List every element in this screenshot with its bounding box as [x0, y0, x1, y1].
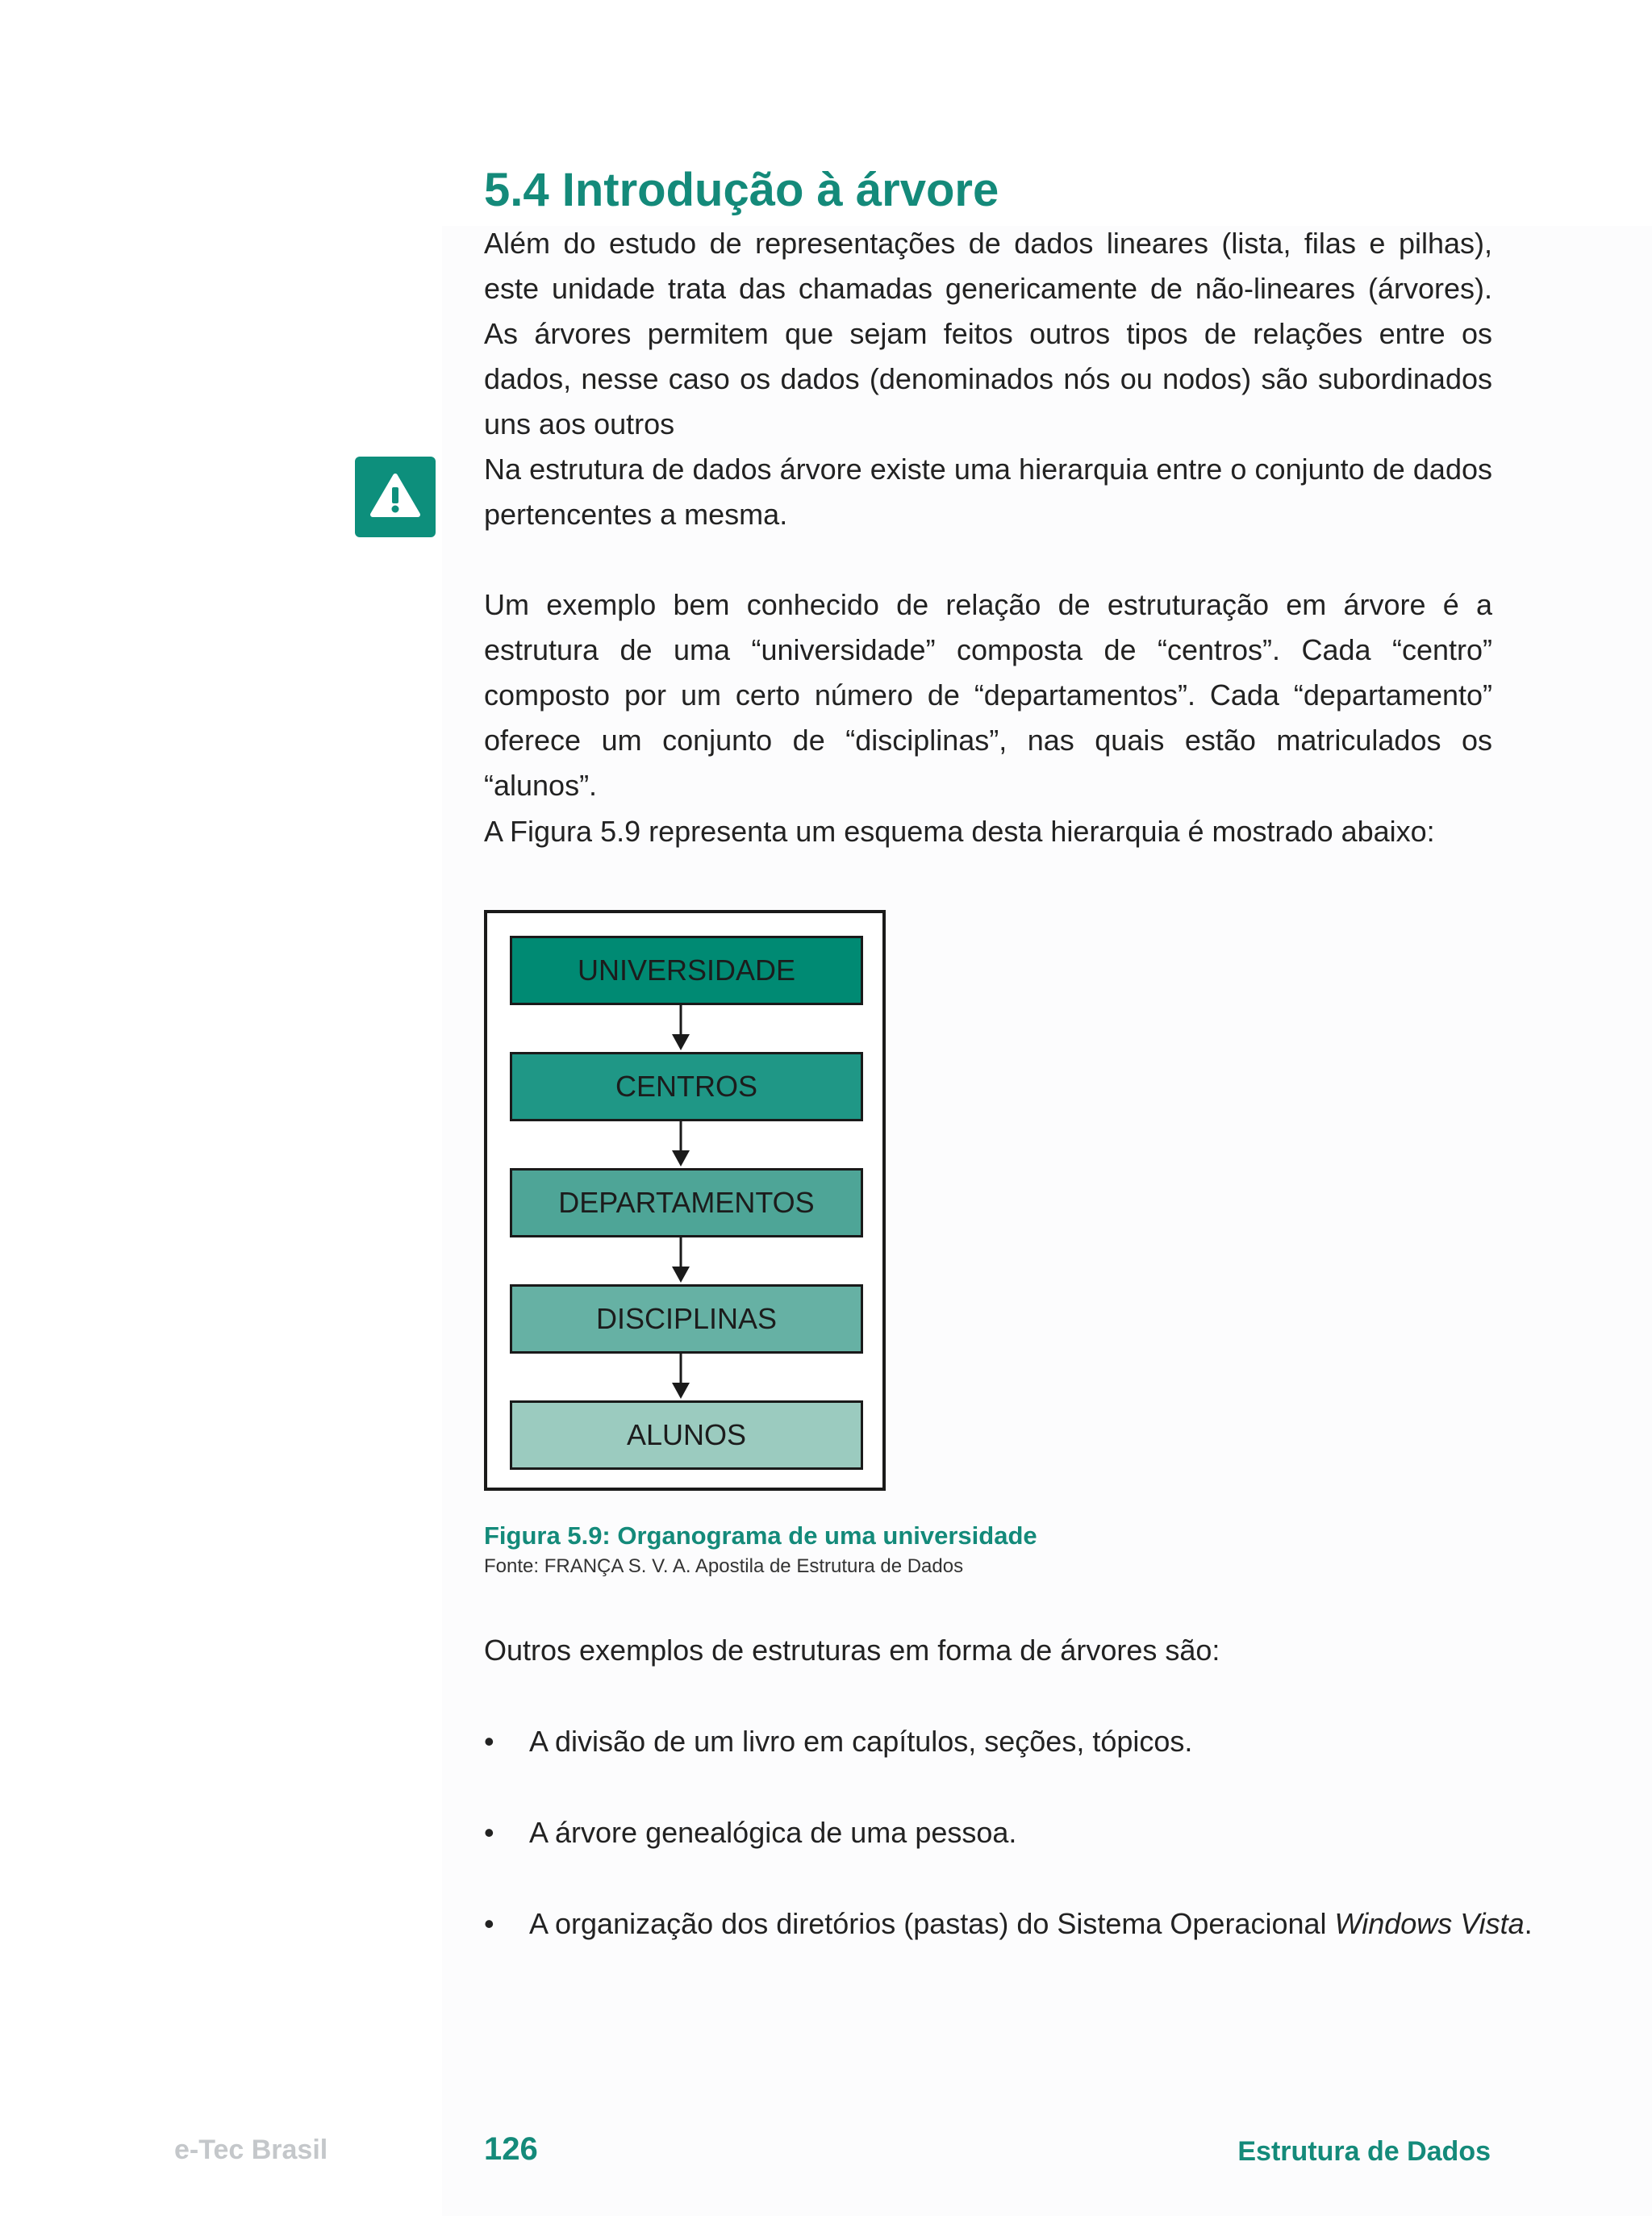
- bullet-icon: •: [484, 1816, 494, 1849]
- figure-caption: Figura 5.9: Organograma de uma universidade: [484, 1521, 1037, 1550]
- list-item-text: A divisão de um livro em capítulos, seções, tópicos.: [529, 1725, 1193, 1758]
- page-number: 126: [484, 2131, 538, 2167]
- arrow-icon: [487, 1005, 889, 1052]
- warning-icon: [355, 457, 436, 537]
- list-item-text: A árvore genealógica de uma pessoa.: [529, 1816, 1017, 1849]
- bullet-icon: •: [484, 1725, 494, 1758]
- arrow-icon: [487, 1237, 889, 1284]
- note-paragraph: Na estrutura de dados árvore existe uma hierarquia entre o conjunto de dados pertencentes a mesma.: [484, 453, 1492, 531]
- arrow-icon: [487, 1354, 889, 1400]
- footer-brand: e-Tec Brasil: [174, 2135, 328, 2165]
- org-node-disciplinas: DISCIPLINAS: [510, 1284, 863, 1354]
- org-node-alunos: ALUNOS: [510, 1400, 863, 1470]
- list-item-text: [529, 1901, 1533, 1947]
- warning-box: [355, 457, 436, 537]
- org-node-centros: CENTROS: [510, 1052, 863, 1121]
- org-node-universidade: UNIVERSIDADE: [510, 936, 863, 1005]
- figure-source: Fonte: FRANÇA S. V. A. Apostila de Estrutura de Dados: [484, 1555, 964, 1577]
- footer-book-title: Estrutura de Dados: [1237, 2136, 1491, 2167]
- example-paragraph: Um exemplo bem conhecido de relação de estruturação em árvore é a estrutura de uma “universidade” composta de “centros”. Cada “centro” composto por um certo número de “departamentos”. Cada “departamento” oferece um conjunto de “disciplinas”, nas quais estão matriculados os “alunos”.: [484, 588, 1492, 802]
- figure-intro: A Figura 5.9 representa um esquema desta hierarquia é mostrado abaixo:: [484, 815, 1435, 848]
- org-node-departamentos: DEPARTAMENTOS: [510, 1168, 863, 1237]
- intro-paragraph: Além do estudo de representações de dados lineares (lista, filas e pilhas), este unidade trata das chamadas genericamente de não-lineares (árvores). As árvores permitem que sejam feitos outros tipos de relações entre os dados, nesse caso os dados (denominados nós ou nodos) são subordinados uns aos outros: [484, 227, 1492, 440]
- others-intro: Outros exemplos de estruturas em forma de árvores são:: [484, 1634, 1220, 1667]
- arrow-icon: [487, 1121, 889, 1168]
- org-chart-frame: [484, 910, 886, 1491]
- list-item-text-suffix: .: [1524, 1907, 1533, 1940]
- bullet-icon: •: [484, 1907, 494, 1940]
- list-item-text-italic: Windows Vista: [1334, 1907, 1525, 1940]
- section-title: 5.4 Introdução à árvore: [484, 164, 999, 216]
- list-item-text-main: A organização dos diretórios (pastas) do Sistema Operacional: [529, 1907, 1335, 1940]
